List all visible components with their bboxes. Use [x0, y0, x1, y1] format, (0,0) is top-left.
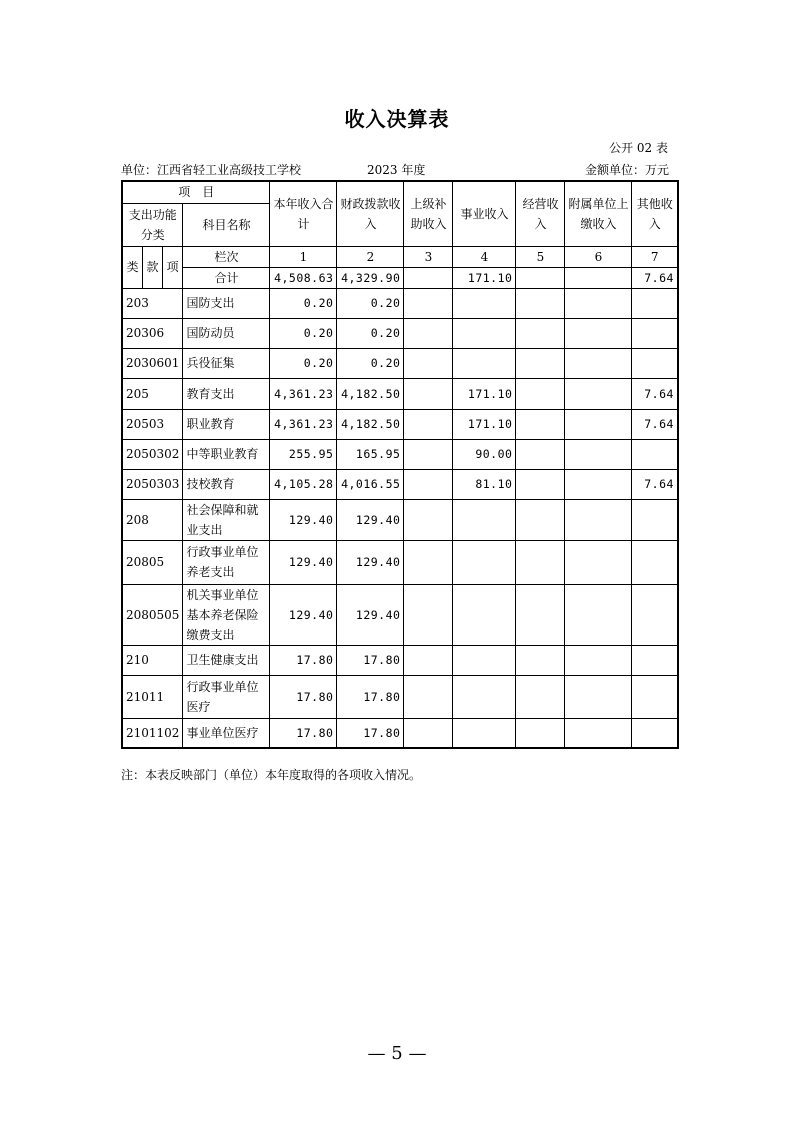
row-value: [404, 439, 453, 469]
row-value: 0.20: [337, 348, 404, 378]
total-label: 合计: [183, 267, 270, 288]
row-value: 17.80: [270, 718, 337, 748]
row-value: [565, 378, 632, 409]
col-index: 4: [453, 246, 516, 267]
row-value: 255.95: [270, 439, 337, 469]
row-code: 2050302: [122, 439, 183, 469]
row-value: [516, 540, 565, 584]
page-title: 收入决算表: [344, 107, 450, 131]
row-value: [516, 675, 565, 718]
row-value: [516, 318, 565, 348]
row-value: [516, 499, 565, 540]
unit-line: [121, 161, 674, 177]
row-value: [632, 584, 678, 645]
header-col-fiscal: 财政拨款收入: [337, 181, 404, 246]
row-subject-name: 职业教育: [183, 409, 270, 439]
header-lei: 类: [122, 246, 143, 288]
row-value: [565, 469, 632, 499]
row-value: [516, 378, 565, 409]
row-value: [632, 718, 678, 748]
row-value: [453, 288, 516, 318]
row-value: 4,182.50: [337, 378, 404, 409]
header-col-affiliated: 附属单位上缴收入: [565, 181, 632, 246]
row-value: [565, 584, 632, 645]
row-value: [632, 318, 678, 348]
amount-unit-label: 金额单位：万元: [584, 163, 669, 177]
row-value: 129.40: [337, 584, 404, 645]
row-value: [565, 718, 632, 748]
table-row: [122, 469, 678, 499]
row-value: 129.40: [337, 540, 404, 584]
row-code: 20805: [122, 540, 183, 584]
row-code: 205: [122, 378, 183, 409]
row-value: 0.20: [270, 348, 337, 378]
row-value: [516, 348, 565, 378]
row-value: 0.20: [337, 318, 404, 348]
row-value: [632, 645, 678, 675]
row-subject-name: 中等职业教育: [183, 439, 270, 469]
row-value: [565, 675, 632, 718]
row-value: 171.10: [453, 378, 516, 409]
header-lanci: 栏次: [183, 246, 270, 267]
row-value: 171.10: [453, 409, 516, 439]
table-row: [122, 584, 678, 645]
table-header: [122, 181, 678, 288]
total-cell: 7.64: [632, 267, 678, 288]
year-label: 2023 年度: [367, 163, 426, 177]
table-row: [122, 318, 678, 348]
row-value: [404, 584, 453, 645]
row-value: [516, 584, 565, 645]
row-value: [404, 675, 453, 718]
table-row: [122, 540, 678, 584]
row-value: 129.40: [337, 499, 404, 540]
table-row: [122, 675, 678, 718]
row-value: 4,182.50: [337, 409, 404, 439]
row-value: [565, 499, 632, 540]
row-code: 2101102: [122, 718, 183, 748]
table-row: [122, 499, 678, 540]
row-value: [404, 409, 453, 439]
row-value: 90.00: [453, 439, 516, 469]
row-value: [565, 645, 632, 675]
row-value: 17.80: [270, 645, 337, 675]
row-value: 7.64: [632, 469, 678, 499]
row-value: 17.80: [337, 675, 404, 718]
row-value: [632, 288, 678, 318]
col-index: 3: [404, 246, 453, 267]
header-col-superior: 上级补助收入: [404, 181, 453, 246]
header-col-other: 其他收入: [632, 181, 678, 246]
row-value: [632, 499, 678, 540]
row-subject-name: 行政事业单位养老支出: [183, 540, 270, 584]
total-cell: [404, 267, 453, 288]
row-value: [632, 675, 678, 718]
row-value: [404, 718, 453, 748]
row-value: [516, 469, 565, 499]
row-value: 17.80: [270, 675, 337, 718]
header-col-business: 事业收入: [453, 181, 516, 246]
table-row: [122, 718, 678, 748]
table-row: [122, 288, 678, 318]
table-row: [122, 439, 678, 469]
table-row: [122, 348, 678, 378]
row-value: [516, 718, 565, 748]
row-value: [404, 348, 453, 378]
row-value: [565, 409, 632, 439]
row-value: 81.10: [453, 469, 516, 499]
table-note: 注：本表反映部门（单位）本年度取得的各项收入情况。: [121, 768, 422, 782]
row-value: 7.64: [632, 409, 678, 439]
col-index: 7: [632, 246, 678, 267]
table-row: [122, 378, 678, 409]
row-value: 4,361.23: [270, 378, 337, 409]
row-code: 210: [122, 645, 183, 675]
row-subject-name: 国防动员: [183, 318, 270, 348]
row-subject-name: 卫生健康支出: [183, 645, 270, 675]
header-col-total: 本年收入合计: [270, 181, 337, 246]
col-index: 5: [516, 246, 565, 267]
row-value: [404, 378, 453, 409]
row-value: [632, 348, 678, 378]
row-value: [516, 439, 565, 469]
header-kuan: 款: [143, 246, 163, 288]
header-xiang: 项: [162, 246, 183, 288]
row-code: 203: [122, 288, 183, 318]
form-number: 公开 02 表: [609, 141, 668, 155]
row-value: 4,016.55: [337, 469, 404, 499]
row-value: 0.20: [337, 288, 404, 318]
row-subject-name: 社会保障和就业支出: [183, 499, 270, 540]
row-subject-name: 行政事业单位医疗: [183, 675, 270, 718]
row-value: [565, 540, 632, 584]
table-body: [122, 288, 678, 748]
row-value: [516, 409, 565, 439]
row-value: 129.40: [270, 499, 337, 540]
row-value: [404, 469, 453, 499]
row-subject-name: 机关事业单位基本养老保险缴费支出: [183, 584, 270, 645]
row-value: [516, 288, 565, 318]
row-subject-name: 教育支出: [183, 378, 270, 409]
row-value: [404, 318, 453, 348]
row-code: 20306: [122, 318, 183, 348]
row-code: 2050303: [122, 469, 183, 499]
total-cell: 4,508.63: [270, 267, 337, 288]
row-value: [565, 348, 632, 378]
row-value: 4,361.23: [270, 409, 337, 439]
total-cell: 4,329.90: [337, 267, 404, 288]
header-subject-name: 科目名称: [183, 203, 270, 246]
row-value: [404, 540, 453, 584]
total-cell: [516, 267, 565, 288]
row-value: [565, 439, 632, 469]
row-code: 21011: [122, 675, 183, 718]
row-value: [565, 288, 632, 318]
row-subject-name: 事业单位医疗: [183, 718, 270, 748]
row-value: [404, 499, 453, 540]
row-value: 4,105.28: [270, 469, 337, 499]
row-code: 2030601: [122, 348, 183, 378]
row-value: [404, 288, 453, 318]
row-value: 7.64: [632, 378, 678, 409]
row-value: [453, 718, 516, 748]
row-value: 17.80: [337, 645, 404, 675]
row-value: 129.40: [270, 540, 337, 584]
total-row: [122, 267, 678, 288]
row-value: [453, 675, 516, 718]
row-code: 2080505: [122, 584, 183, 645]
table-row: [122, 645, 678, 675]
col-index: 6: [565, 246, 632, 267]
row-value: [632, 439, 678, 469]
header-col-operating: 经营收入: [516, 181, 565, 246]
col-index: 2: [337, 246, 404, 267]
row-subject-name: 兵役征集: [183, 348, 270, 378]
row-value: 0.20: [270, 288, 337, 318]
row-value: [453, 318, 516, 348]
row-value: [632, 540, 678, 584]
row-code: 20503: [122, 409, 183, 439]
table-row: [122, 409, 678, 439]
row-value: [453, 540, 516, 584]
row-value: [453, 499, 516, 540]
row-value: [453, 584, 516, 645]
row-subject-name: 技校教育: [183, 469, 270, 499]
income-table: [121, 180, 679, 749]
row-value: [516, 645, 565, 675]
unit-label: 单位：江西省轻工业高级技工学校: [121, 163, 302, 177]
row-value: 129.40: [270, 584, 337, 645]
row-subject-name: 国防支出: [183, 288, 270, 318]
row-value: [565, 318, 632, 348]
total-cell: 171.10: [453, 267, 516, 288]
header-func-class: 支出功能分类: [122, 203, 183, 246]
col-index: 1: [270, 246, 337, 267]
row-value: [453, 348, 516, 378]
page-number: — 5 —: [367, 1043, 427, 1064]
row-value: [404, 645, 453, 675]
row-value: 165.95: [337, 439, 404, 469]
row-code: 208: [122, 499, 183, 540]
row-value: [453, 645, 516, 675]
row-value: 17.80: [337, 718, 404, 748]
total-cell: [565, 267, 632, 288]
header-item: 项 目: [122, 181, 270, 203]
row-value: 0.20: [270, 318, 337, 348]
